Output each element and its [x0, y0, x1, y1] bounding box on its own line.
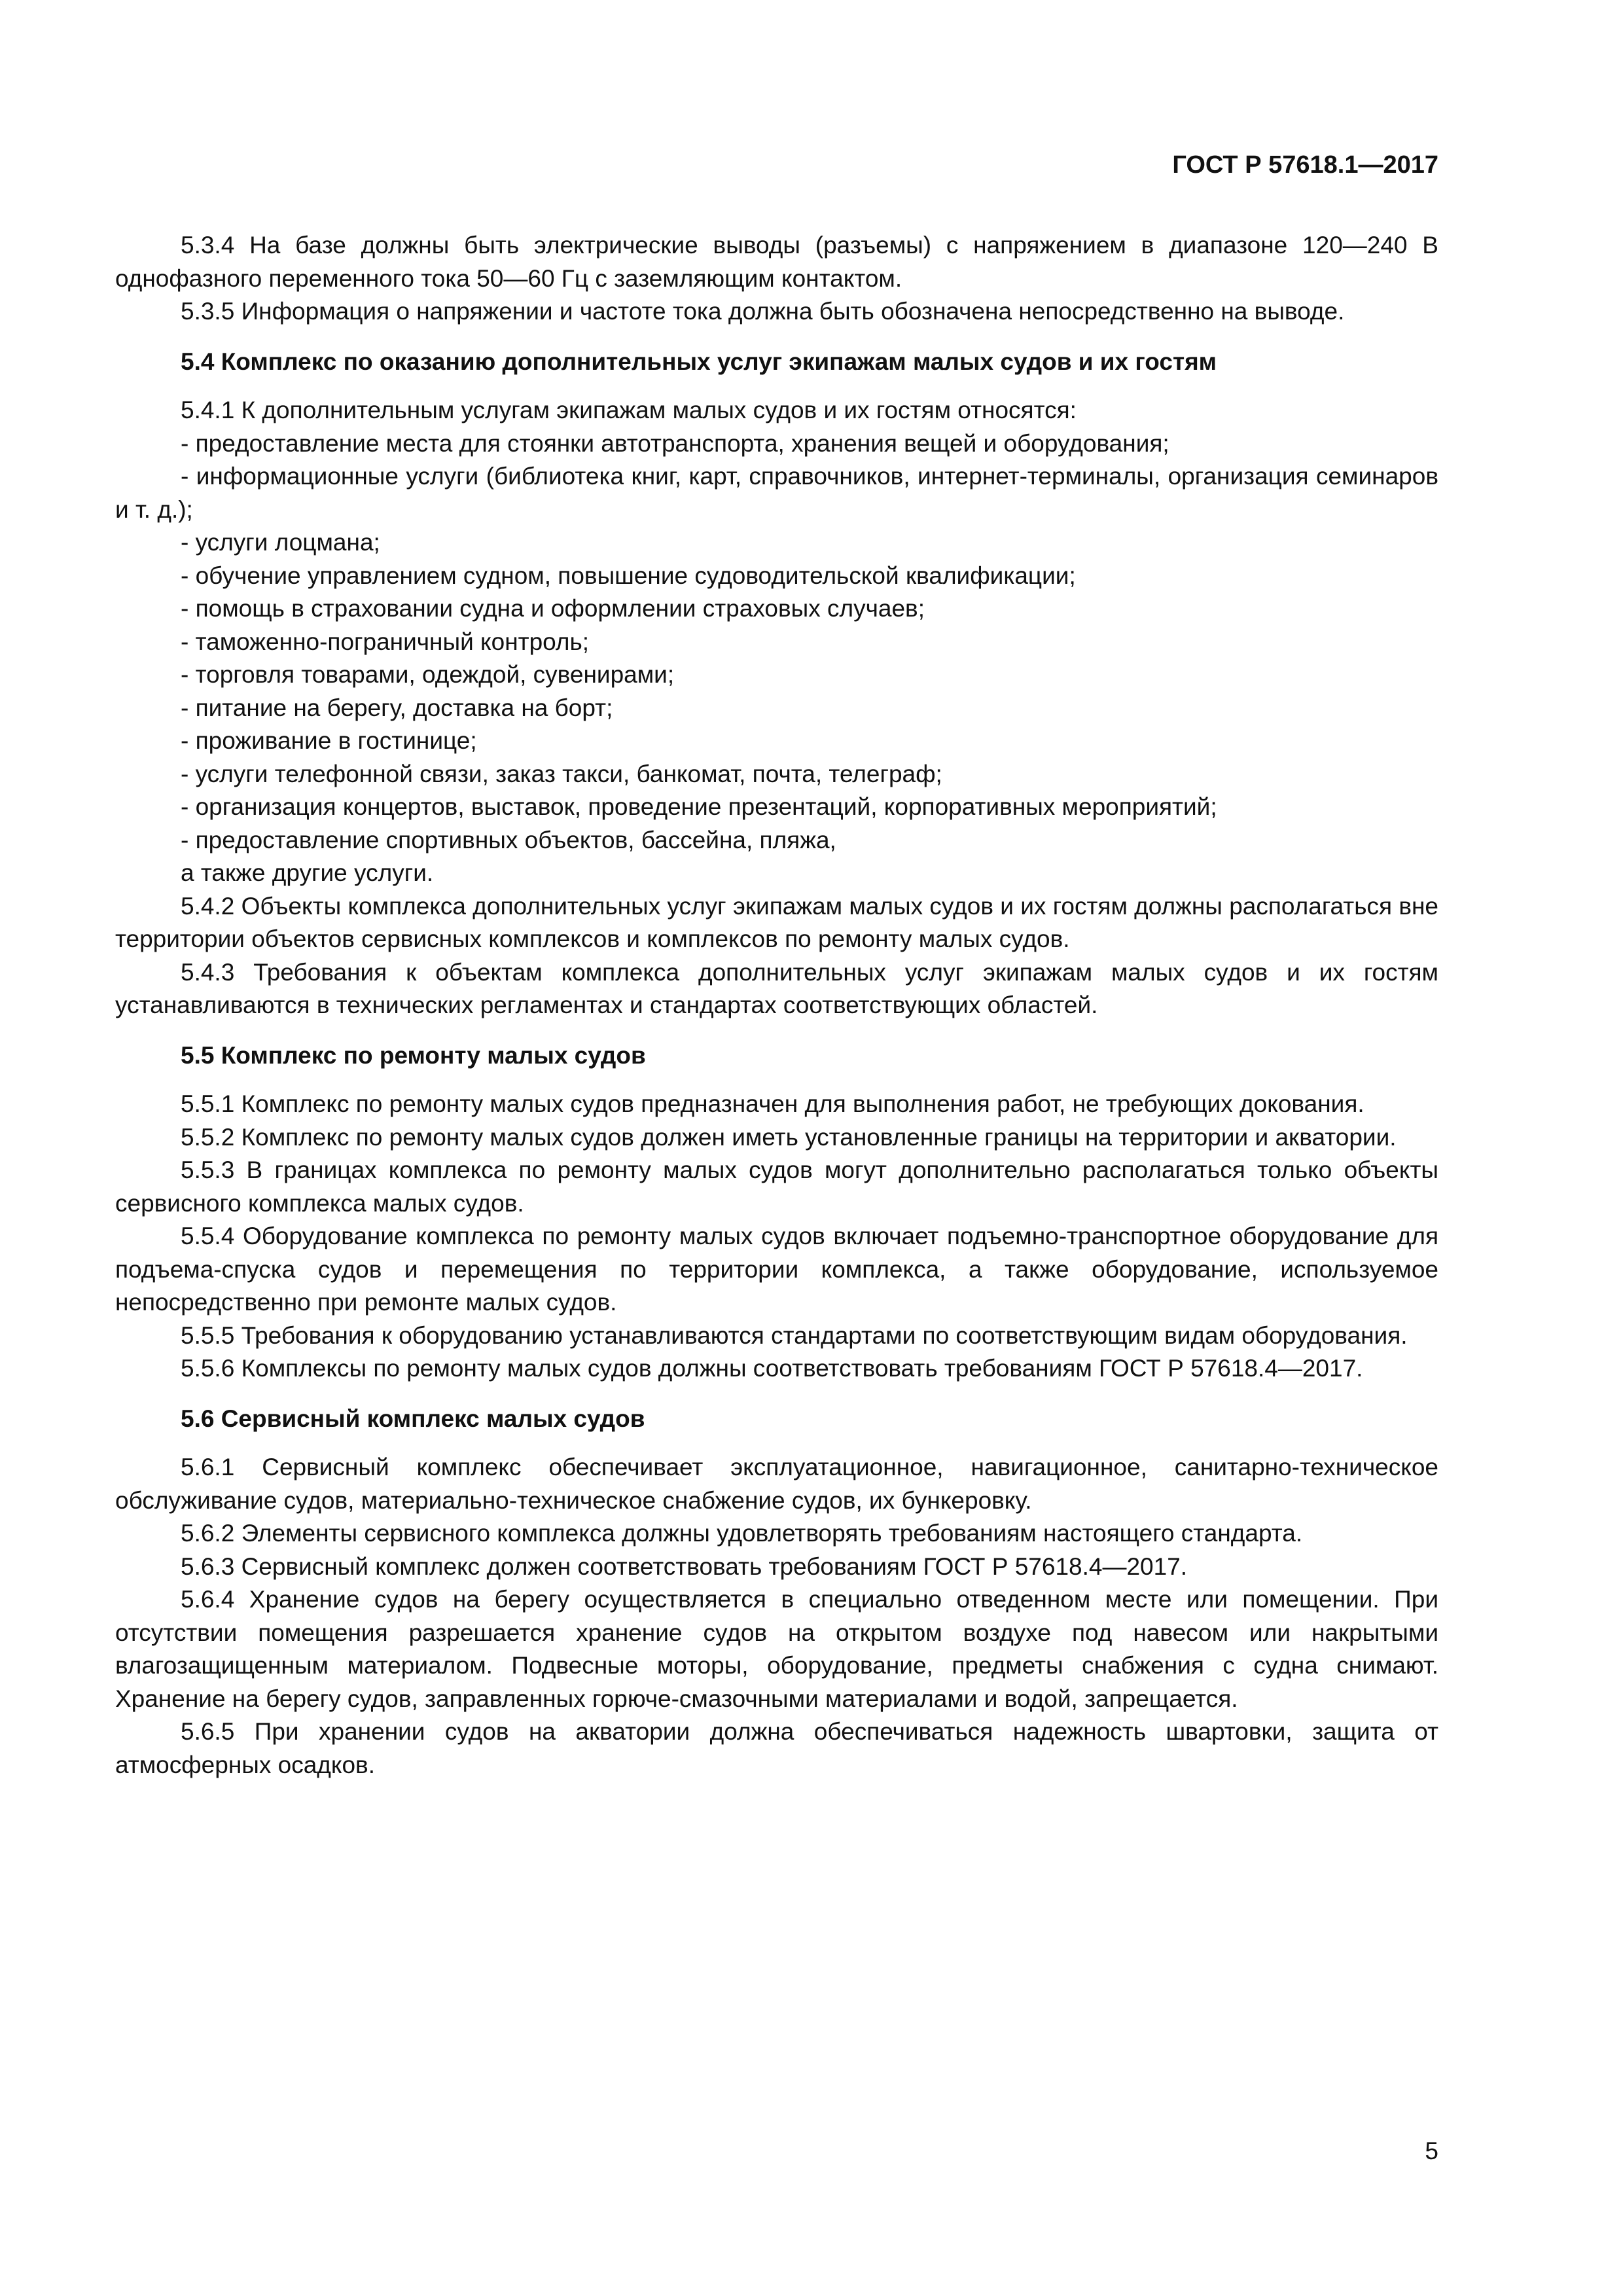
paragraph-5-3-4: 5.3.4 На базе должны быть электрические выводы (разъемы) с напряжением в диапазоне 120—240 В однофазного переменного тока 50—60 Гц с заземляющим контактом.: [115, 232, 1438, 292]
list-item: - проживание в гостинице;: [181, 727, 477, 754]
list-item: - торговля товарами, одеждой, сувенирами;: [181, 661, 675, 688]
section-heading-5-5: 5.5 Комплекс по ремонту малых судов: [181, 1041, 646, 1069]
list-item: - таможенно-пограничный контроль;: [181, 628, 590, 655]
list-item: - предоставление места для стоянки автотранспорта, хранения вещей и оборудования;: [181, 429, 1169, 457]
list-item: - организация концертов, выставок, проведение презентаций, корпоративных мероприятий;: [181, 793, 1217, 820]
paragraph-5-5-1: 5.5.1 Комплекс по ремонту малых судов предназначен для выполнения работ, не требующих докования.: [181, 1090, 1364, 1117]
list-item: - информационные услуги (библиотека книг, карт, справочников, интернет-терминалы, организация семинаров и т. д.);: [115, 463, 1438, 523]
paragraph-5-3-5: 5.3.5 Информация о напряжении и частоте тока должна быть обозначена непосредственно на выводе.: [181, 298, 1345, 325]
paragraph-5-4-3: 5.4.3 Требования к объектам комплекса дополнительных услуг экипажам малых судов и их гостям устанавливаются в технических регламентах и стандартах соответствующих областей.: [115, 958, 1438, 1018]
paragraph-5-5-3: 5.5.3 В границах комплекса по ремонту малых судов могут дополнительно располагаться только объекты сервисного комплекса малых судов.: [115, 1157, 1438, 1217]
paragraph-5-4-2: 5.4.2 Объекты комплекса дополнительных услуг экипажам малых судов и их гостям должны располагаться вне территории объектов сервисных комплексов и комплексов по ремонту малых судов.: [115, 892, 1438, 952]
paragraph-5-6-1: 5.6.1 Сервисный комплекс обеспечивает эксплуатационное, навигационное, санитарно-техническое обслуживание судов, материально-техническое снабжение судов, их бункеровку.: [115, 1454, 1438, 1514]
list-item: а также другие услуги.: [181, 859, 434, 886]
document-code-header: ГОСТ Р 57618.1—2017: [1172, 151, 1438, 179]
paragraph-5-4-1: 5.4.1 К дополнительным услугам экипажам малых судов и их гостям относятся:: [181, 397, 1077, 423]
paragraph-5-5-2: 5.5.2 Комплекс по ремонту малых судов должен иметь установленные границы на территории и акватории.: [181, 1123, 1397, 1151]
list-item: - обучение управлением судном, повышение судоводительской квалификации;: [181, 562, 1076, 589]
list-item: - предоставление спортивных объектов, бассейна, пляжа,: [181, 826, 836, 853]
list-item: - помощь в страховании судна и оформлении страховых случаев;: [181, 595, 925, 622]
paragraph-5-6-5: 5.6.5 При хранении судов на акватории должна обеспечиваться надежность швартовки, защита от атмосферных осадков.: [115, 1718, 1438, 1778]
paragraph-5-6-4: 5.6.4 Хранение судов на берегу осуществляется в специально отведенном месте или помещении. При отсутствии помещения разрешается хранение судов на открытом воздухе под навесом или накрытыми влагозащищенным материалом. Подвесные моторы, оборудование, предметы снабжения с судна снимают. Хранение на берегу судов, заправленных горюче-смазочными материалами и водой, запрещается.: [115, 1586, 1438, 1712]
paragraph-5-6-3: 5.6.3 Сервисный комплекс должен соответствовать требованиям ГОСТ Р 57618.4—2017.: [181, 1552, 1188, 1580]
document-body: [115, 229, 1438, 1782]
paragraph-5-5-4: 5.5.4 Оборудование комплекса по ремонту малых судов включает подъемно-транспортное оборудование для подъема-спуска судов и перемещения по территории комплекса, а также оборудование, используемое непосредственно при ремонте малых судов.: [115, 1223, 1438, 1316]
paragraph-5-5-6: 5.5.6 Комплексы по ремонту малых судов должны соответствовать требованиям ГОСТ Р 57618.4—2017.: [181, 1355, 1363, 1382]
paragraph-5-6-2: 5.6.2 Элементы сервисного комплекса должны удовлетворять требованиям настоящего стандарта.: [181, 1520, 1303, 1547]
section-heading-5-6: 5.6 Сервисный комплекс малых судов: [181, 1405, 645, 1432]
list-item: - услуги телефонной связи, заказ такси, банкомат, почта, телеграф;: [181, 760, 942, 787]
list-item: - услуги лоцмана;: [181, 529, 380, 556]
paragraph-5-5-5: 5.5.5 Требования к оборудованию устанавливаются стандартами по соответствующим видам оборудования.: [181, 1321, 1408, 1349]
section-heading-5-4: 5.4 Комплекс по оказанию дополнительных услуг экипажам малых судов и их гостям: [181, 348, 1217, 375]
list-item: - питание на берегу, доставка на борт;: [181, 694, 613, 721]
page-number: 5: [1425, 2138, 1438, 2164]
